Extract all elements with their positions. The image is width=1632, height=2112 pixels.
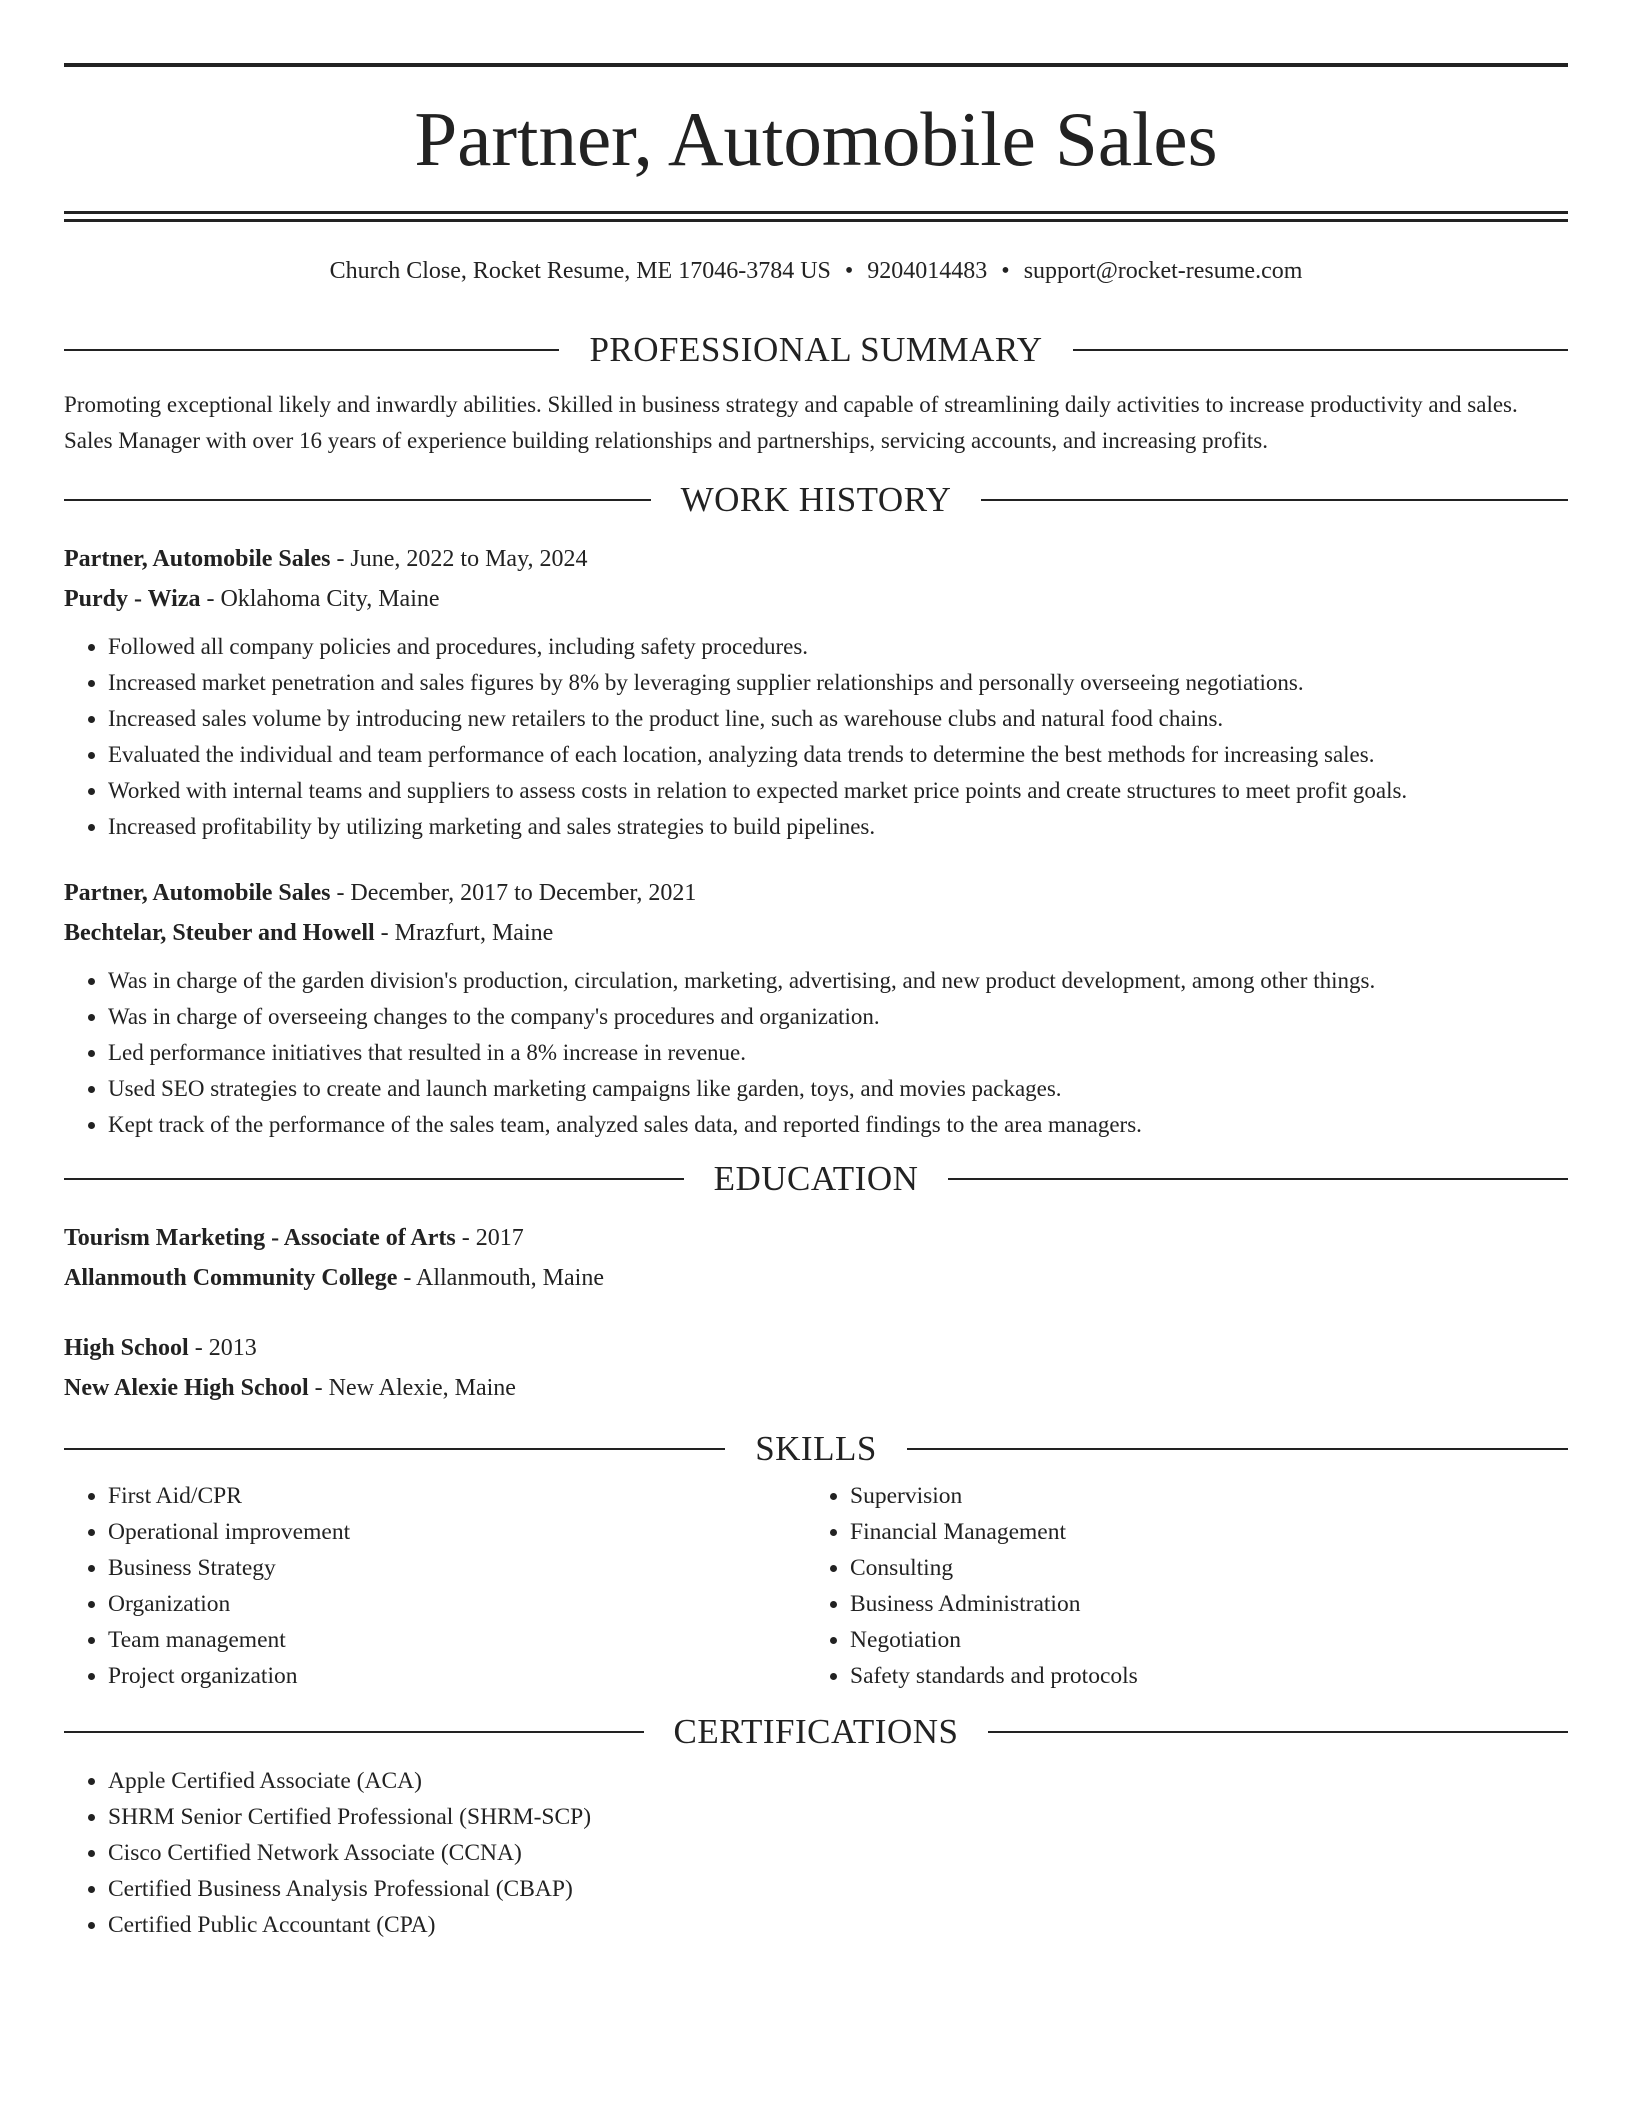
- skills-list-right: [806, 1478, 1548, 1694]
- skills-heading: [64, 1431, 1568, 1466]
- job-bullet: • Worked with internal teams and suppliers to assess costs in relation to expected market price points and create structures to meet profit goals.: [108, 773, 1568, 809]
- heading-rule-left: [64, 349, 559, 351]
- certification-item: • Cisco Certified Network Associate (CCNA): [108, 1835, 1568, 1871]
- job-dates: - June, 2022 to May, 2024: [330, 546, 588, 572]
- degree-year: - 2017: [455, 1225, 524, 1251]
- heading-rule-right: [981, 499, 1568, 501]
- resume-title: Partner, Automobile Sales: [414, 96, 1218, 182]
- job-company-line: [64, 913, 1568, 953]
- skill-item: • Safety standards and protocols: [850, 1658, 1548, 1694]
- heading-rule-right: [1073, 349, 1568, 351]
- certifications-heading: [64, 1714, 1568, 1749]
- skill-item: • Business Administration: [850, 1586, 1548, 1622]
- job-title-line: [64, 873, 1568, 913]
- job-company: Purdy - Wiza: [64, 586, 201, 612]
- skill-item: • Project organization: [108, 1658, 806, 1694]
- job-bullet: • Evaluated the individual and team performance of each location, analyzing data trends to determine the best methods for increasing sales.: [108, 737, 1568, 773]
- certification-item: • Certified Public Accountant (CPA): [108, 1907, 1568, 1943]
- job-bullet: • Increased sales volume by introducing new retailers to the product line, such as warehouse clubs and natural food chains.: [108, 701, 1568, 737]
- education-heading: [64, 1161, 1568, 1196]
- skill-item: • Consulting: [850, 1550, 1548, 1586]
- education-entry: [64, 1328, 1568, 1408]
- job-bullet: • Increased market penetration and sales figures by 8% by leveraging supplier relationships and personally overseeing negotiations.: [108, 665, 1568, 701]
- job-entry: [64, 539, 1568, 845]
- job-bullet: • Was in charge of overseeing changes to the company's procedures and organization.: [108, 999, 1568, 1035]
- job-bullet: • Followed all company policies and procedures, including safety procedures.: [108, 629, 1568, 665]
- work-heading-label: WORK HISTORY: [680, 480, 952, 519]
- certifications-list: [64, 1763, 1568, 1943]
- job-bullet: • Used SEO strategies to create and launch marketing campaigns like garden, toys, and movies packages.: [108, 1071, 1568, 1107]
- skill-item: • Financial Management: [850, 1514, 1548, 1550]
- summary-heading-label: PROFESSIONAL SUMMARY: [589, 330, 1043, 369]
- heading-rule-right: [907, 1448, 1568, 1450]
- job-bullets: [64, 963, 1568, 1143]
- job-title: Partner, Automobile Sales: [64, 546, 331, 572]
- skills-columns: [64, 1478, 1568, 1694]
- skill-item: • Business Strategy: [108, 1550, 806, 1586]
- school-location: - New Alexie, Maine: [308, 1375, 516, 1401]
- heading-rule-left: [64, 499, 651, 501]
- heading-rule-left: [64, 1731, 644, 1733]
- school-location: - Allanmouth, Maine: [397, 1265, 604, 1291]
- job-bullet: • Kept track of the performance of the sales team, analyzed sales data, and reported findings to the area managers.: [108, 1107, 1568, 1143]
- heading-rule-left: [64, 1178, 684, 1180]
- skill-item: • Team management: [108, 1622, 806, 1658]
- summary-heading: [64, 332, 1568, 367]
- contact-email: support@rocket-resume.com: [1023, 258, 1303, 284]
- contact-address: Church Close, Rocket Resume, ME 17046-3784 US: [329, 258, 831, 284]
- work-heading: [64, 482, 1568, 517]
- job-bullets: [64, 629, 1568, 845]
- certification-item: • Certified Business Analysis Professional (CBAP): [108, 1871, 1568, 1907]
- degree-year: - 2013: [188, 1335, 257, 1361]
- degree: High School: [64, 1335, 189, 1361]
- skills-heading-label: SKILLS: [755, 1429, 877, 1468]
- school-line: [64, 1258, 1568, 1298]
- certifications-heading-label: CERTIFICATIONS: [673, 1712, 959, 1751]
- job-company: Bechtelar, Steuber and Howell: [64, 920, 375, 946]
- contact-separator: •: [1001, 258, 1010, 284]
- degree: Tourism Marketing - Associate of Arts: [64, 1225, 456, 1251]
- contact-line: [64, 259, 1568, 283]
- job-dates: - December, 2017 to December, 2021: [330, 880, 697, 906]
- degree-line: [64, 1328, 1568, 1368]
- heading-rule-right: [988, 1731, 1568, 1733]
- heading-rule-left: [64, 1448, 725, 1450]
- job-bullet: • Was in charge of the garden division's production, circulation, marketing, advertising, and new product development, among other things.: [108, 963, 1568, 999]
- certification-item: • Apple Certified Associate (ACA): [108, 1763, 1568, 1799]
- school-line: [64, 1368, 1568, 1408]
- skills-list-left: [64, 1478, 806, 1694]
- contact-separator: •: [844, 258, 854, 284]
- heading-rule-right: [948, 1178, 1568, 1180]
- skill-item: • Operational improvement: [108, 1514, 806, 1550]
- certification-item: • SHRM Senior Certified Professional (SHRM-SCP): [108, 1799, 1568, 1835]
- job-title: Partner, Automobile Sales: [64, 880, 331, 906]
- school: New Alexie High School: [64, 1375, 309, 1401]
- job-company-line: [64, 579, 1568, 619]
- skill-item: • Supervision: [850, 1478, 1548, 1514]
- job-location: - Mrazfurt, Maine: [374, 920, 554, 946]
- job-entry: [64, 873, 1568, 1143]
- skill-item: • First Aid/CPR: [108, 1478, 806, 1514]
- title-double-rule: [64, 211, 1568, 222]
- summary-text: Promoting exceptional likely and inwardly abilities. Skilled in business strategy and capable of streamlining daily activities to increase productivity and sales. Sales Manager with over 16 years of experience building relationships and partnerships, servicing accounts, and increasing profits.: [64, 392, 1518, 453]
- degree-line: [64, 1218, 1568, 1258]
- job-title-line: [64, 539, 1568, 579]
- skill-item: • Organization: [108, 1586, 806, 1622]
- job-bullet: • Led performance initiatives that resulted in a 8% increase in revenue.: [108, 1035, 1568, 1071]
- contact-phone: 9204014483: [867, 258, 988, 284]
- education-entry: [64, 1218, 1568, 1298]
- education-heading-label: EDUCATION: [713, 1159, 919, 1198]
- skill-item: • Negotiation: [850, 1622, 1548, 1658]
- job-location: - Oklahoma City, Maine: [200, 586, 440, 612]
- school: Allanmouth Community College: [64, 1265, 398, 1291]
- job-bullet: • Increased profitability by utilizing marketing and sales strategies to build pipelines.: [108, 809, 1568, 845]
